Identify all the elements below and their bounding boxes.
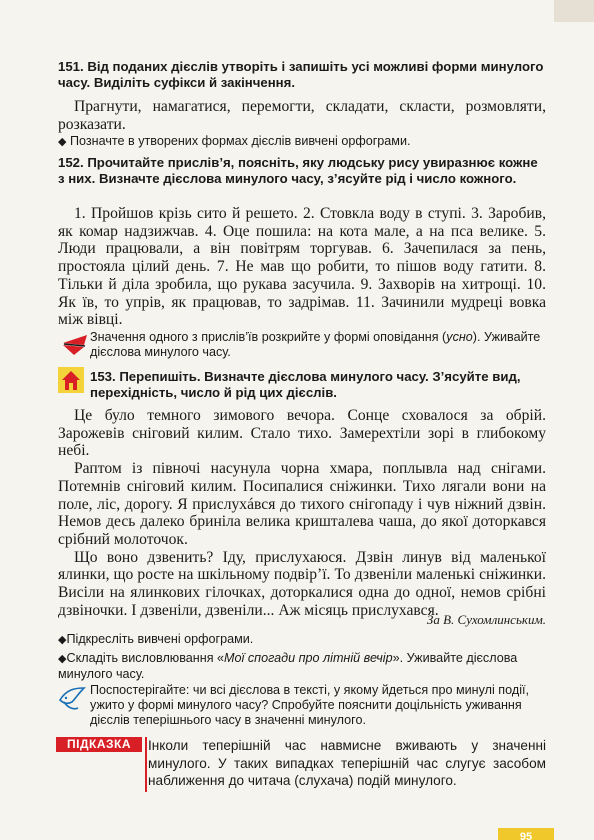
exercise-153-note-1 — [58, 632, 546, 648]
bird-icon — [58, 686, 86, 712]
exercise-151-words-text: Прагнути, намагатися, перемогти, складати, скласти, розмовляти, розказати. — [58, 98, 546, 133]
page-number: 95 — [498, 828, 554, 840]
diamond-bullet-icon: ◆ — [58, 634, 67, 646]
exercise-153-task: 153. Перепишіть. Визначте дієслова минулого часу. З’ясуйте вид, перехідність, число й рід цих дієслів. — [90, 369, 521, 400]
exercise-153-note-2 — [58, 651, 546, 682]
exercise-153-note-2-italic: Мої спогади про літній вечір — [224, 651, 393, 665]
top-corner-strip — [554, 0, 594, 22]
exercise-152-proverbs-text: 1. Пройшов крізь сито й решето. 2. Стовкла воду в ступі. 3. Заробив, як комар надзижчав. 4. Оце пошила: на кота мале, а на пса велике. 5. Люди працювали, а він повітрям торгував. 6. Зачепилася за пень, простояла цілий день. 7. Не мав що робити, то пішов воду гатити. 8. Тільки й діла зробила, що рукава засучила. 9. Захворів на хитрощі. 10. Як їв, то упрів, як працював, то задрімав. 11. Зачинили мудреці вовка між вівці. — [58, 205, 546, 329]
exercise-153-note-3: Поспостерігайте: чи всі дієслова в тексті, у якому йдеться про минулі події, ужито у формі минулого часу? Спробуйте пояснити доцільність уживання дієслів теперішнього часу в значенні минулого. — [90, 683, 529, 727]
exercise-153-paragraph-3: Що воно дзвенить? Іду, прислухаюся. Дзвін линув від маленької ялинки, що росте на шкільному подвір’ї. То дзвеніли маленькі сніжинки. Висіли на ялинкових гілочках, доторкалися одна до одної, немов срібні дзвіночки. І дзвеніли, дзвеніли... Аж місяць прислухався. — [58, 548, 546, 619]
exercise-153-text — [58, 407, 546, 619]
exercise-152-note-end: ). Уживайте дієслова минулого часу. — [90, 330, 541, 359]
exercise-151-words — [58, 98, 546, 133]
speech-mouth-icon — [62, 333, 88, 357]
exercise-151-note-text: Позначте в утворених формах дієслів вивчені орфограми. — [69, 134, 411, 148]
hint-divider — [145, 737, 147, 792]
diamond-bullet-icon: ◆ — [58, 136, 67, 148]
exercise-153-paragraph-1: Це було темного зимового вечора. Сонце сховалося за обрій. Зарожевів сніговий килим. Стало тихо. Замерехтіли зорі в глибокому небі. — [58, 407, 546, 460]
exercise-152-proverbs — [58, 205, 546, 329]
exercise-153-note-1-text: Підкресліть вивчені орфограми. — [66, 632, 254, 646]
exercise-152-note — [90, 330, 546, 360]
exercise-152-task: 152. Прочитайте прислів’я, поясніть, яку людську рису увиразнює кожне з них. Визначте дієслова минулого часу, з’ясуйте рід і число кожного. — [58, 155, 538, 186]
exercise-152-note-start: Значення одного з прислів’їв розкрийте у формі оповідання ( — [90, 330, 447, 344]
text-author: За В. Сухомлинським. — [426, 612, 546, 627]
exercise-153-note-2-end: ». Уживайте дієслова минулого часу. — [58, 651, 518, 681]
house-pen-icon — [58, 367, 84, 393]
diamond-bullet-icon: ◆ — [58, 653, 67, 665]
hint-text: Інколи теперішній час навмисне вживають у значенні минулого. У таких випадках теперішній час слугує засобом наближення до читача (слухача) подій минулого. — [148, 738, 546, 788]
exercise-151-note — [58, 134, 546, 150]
exercise-153-note-2-start: Складіть висловлювання « — [66, 651, 225, 665]
exercise-153-paragraph-2: Раптом із півночі насунула чорна хмара, поплывла над снігами. Потемнів сніговий килим. Посипалися сніжинки. Тихо лягали вони на поле, ліс, дорогу. Я прислухáвся до тихого снігопаду і чув ніжний дзвін. Немов десь далеко бриніла велика кришталева чаша, до якої доторкався срібний молоточок. — [58, 460, 546, 548]
exercise-152-note-italic: усно — [446, 330, 473, 344]
exercise-151-task: 151. Від поданих дієслів утворіть і запишіть усі можливі форми минулого часу. Виділіть суфікси й закінчення. — [58, 59, 544, 90]
hint-badge: ПІДКАЗКА — [56, 737, 142, 752]
